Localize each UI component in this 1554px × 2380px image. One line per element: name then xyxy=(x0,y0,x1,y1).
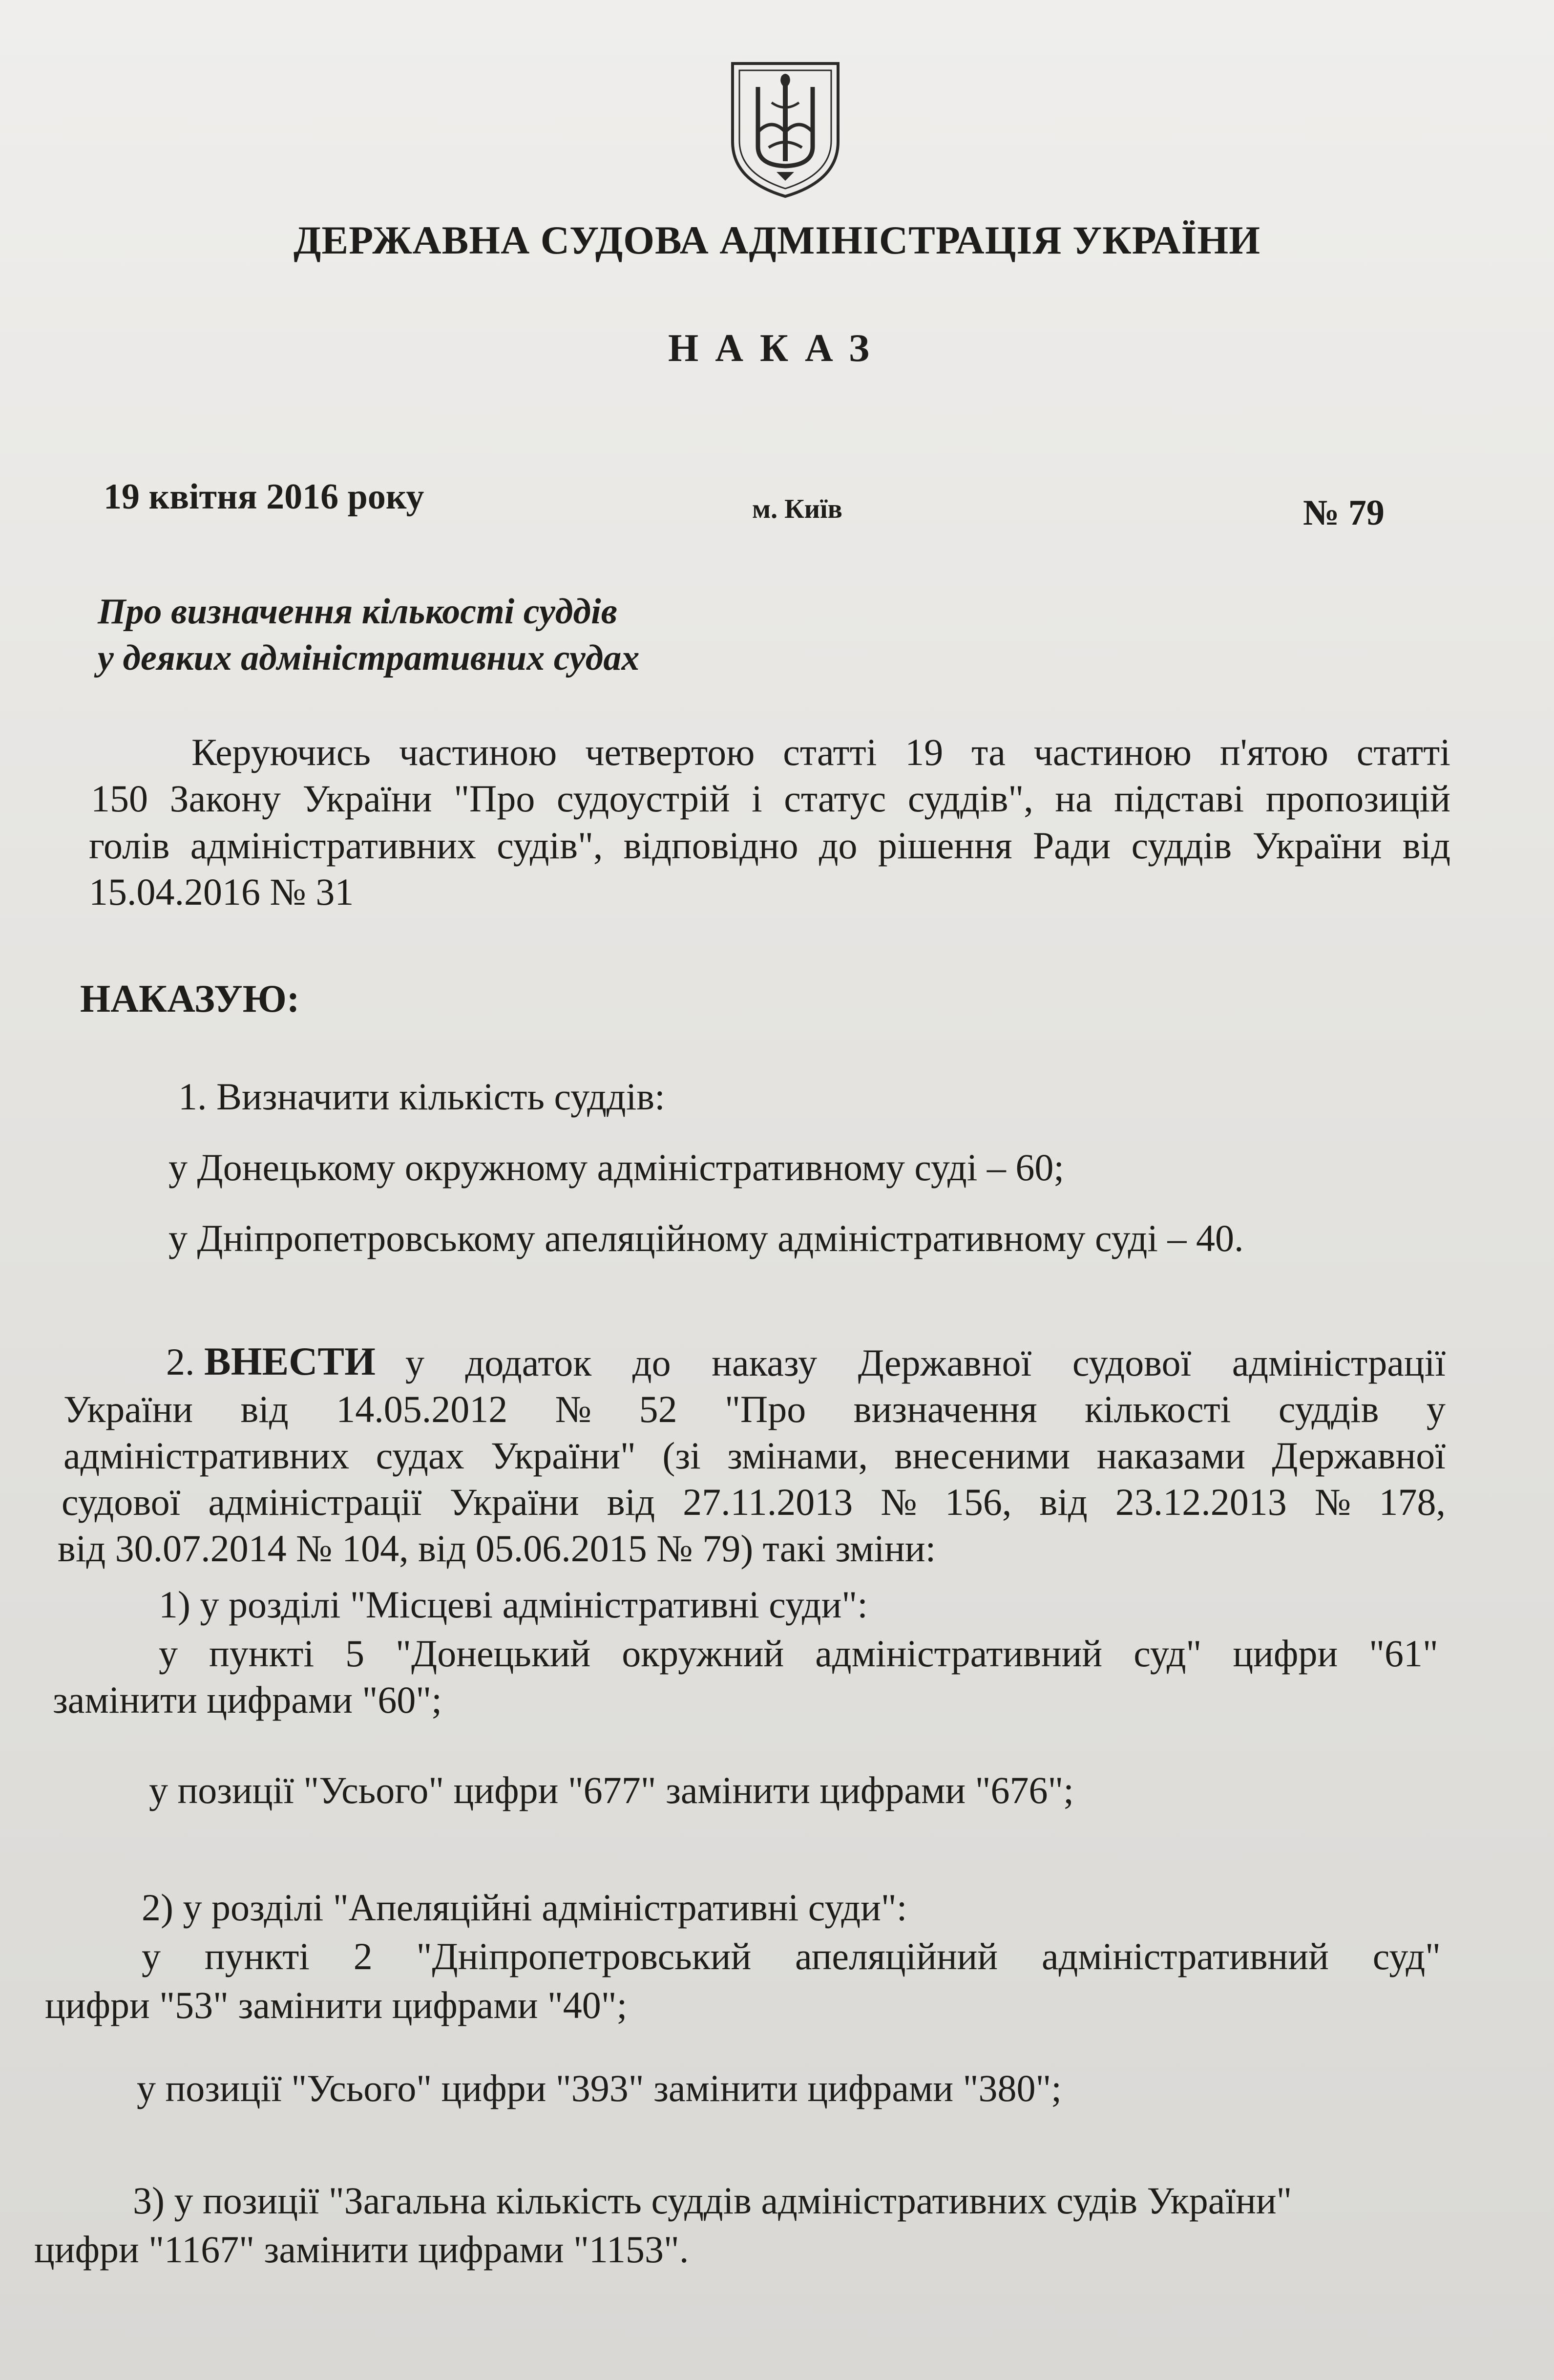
item-2-bold-word: ВНЕСТИ xyxy=(204,1339,376,1383)
sub-2-line: у позиції "Усього" цифри "393" замінити цифрами "380"; xyxy=(137,2067,1062,2109)
sub-2-line: цифри "53" замінити цифрами "40"; xyxy=(45,1984,628,2026)
document-date: 19 квітня 2016 року xyxy=(104,477,424,517)
preamble-line: 15.04.2016 № 31 xyxy=(89,871,354,913)
sub-1-line: у позиції "Усього" цифри "677" замінити цифрами "676"; xyxy=(149,1769,1074,1811)
sub-2-title: 2) у розділі "Апеляційні адміністративні суди": xyxy=(142,1886,907,1929)
item-1-title: 1. Визначити кількість суддів: xyxy=(178,1075,665,1118)
sub-3-line: цифри "1167" замінити цифрами "1153". xyxy=(34,2228,689,2271)
preamble-line: 150 Закону України "Про судоустрій і статус суддів", на підставі пропозицій xyxy=(91,777,1450,820)
trident-coat-of-arms-icon xyxy=(728,59,843,200)
order-word: НАКАЗУЮ: xyxy=(80,978,300,1020)
sub-1-line: замінити цифрами "60"; xyxy=(53,1679,442,1721)
organization-title: ДЕРЖАВНА СУДОВА АДМІНІСТРАЦІЯ УКРАЇНИ xyxy=(294,218,1260,262)
item-2-line: адміністративних судах України" (зі змінами, внесеними наказами Державної xyxy=(63,1434,1446,1477)
sub-1-title: 1) у розділі "Місцеві адміністративні суди": xyxy=(159,1583,868,1626)
document-city: м. Київ xyxy=(752,494,842,524)
preamble-line: голів адміністративних судів", відповідно до рішення Ради суддів України від xyxy=(89,824,1450,867)
subject-line: у деяких адміністративних судах xyxy=(98,638,640,678)
item-2-line: у додаток до наказу Державної судової адміністрації xyxy=(405,1341,1446,1384)
item-1-line: у Донецькому окружному адміністративному суді – 60; xyxy=(168,1146,1065,1189)
document-number: № 79 xyxy=(1303,493,1385,533)
sub-1-line: у пункті 5 "Донецький окружний адміністративний суд" цифри "61" xyxy=(159,1632,1438,1675)
item-2-line: від 30.07.2014 № 104, від 05.06.2015 № 79) такі зміни: xyxy=(58,1527,936,1570)
item-2-line: судової адміністрації України від 27.11.2013 № 156, від 23.12.2013 № 178, xyxy=(62,1481,1446,1523)
subject-line: Про визначення кількості суддів xyxy=(98,592,617,632)
document-type: НАКАЗ xyxy=(668,327,886,370)
item-1-line: у Дніпропетровському апеляційному адміністративному суді – 40. xyxy=(168,1217,1244,1259)
sub-3-line: 3) у позиції "Загальна кількість суддів адміністративних судів України" xyxy=(133,2179,1292,2222)
item-2-line: України від 14.05.2012 № 52 "Про визначення кількості суддів у xyxy=(63,1388,1446,1430)
preamble-line: Керуючись частиною четвертою статті 19 та частиною п'ятою статті xyxy=(191,731,1450,773)
item-2-label xyxy=(166,1339,376,1384)
sub-2-line: у пункті 2 "Дніпропетровський апеляційний адміністративний суд" xyxy=(142,1935,1441,1977)
item-2-number: 2. xyxy=(166,1340,195,1383)
